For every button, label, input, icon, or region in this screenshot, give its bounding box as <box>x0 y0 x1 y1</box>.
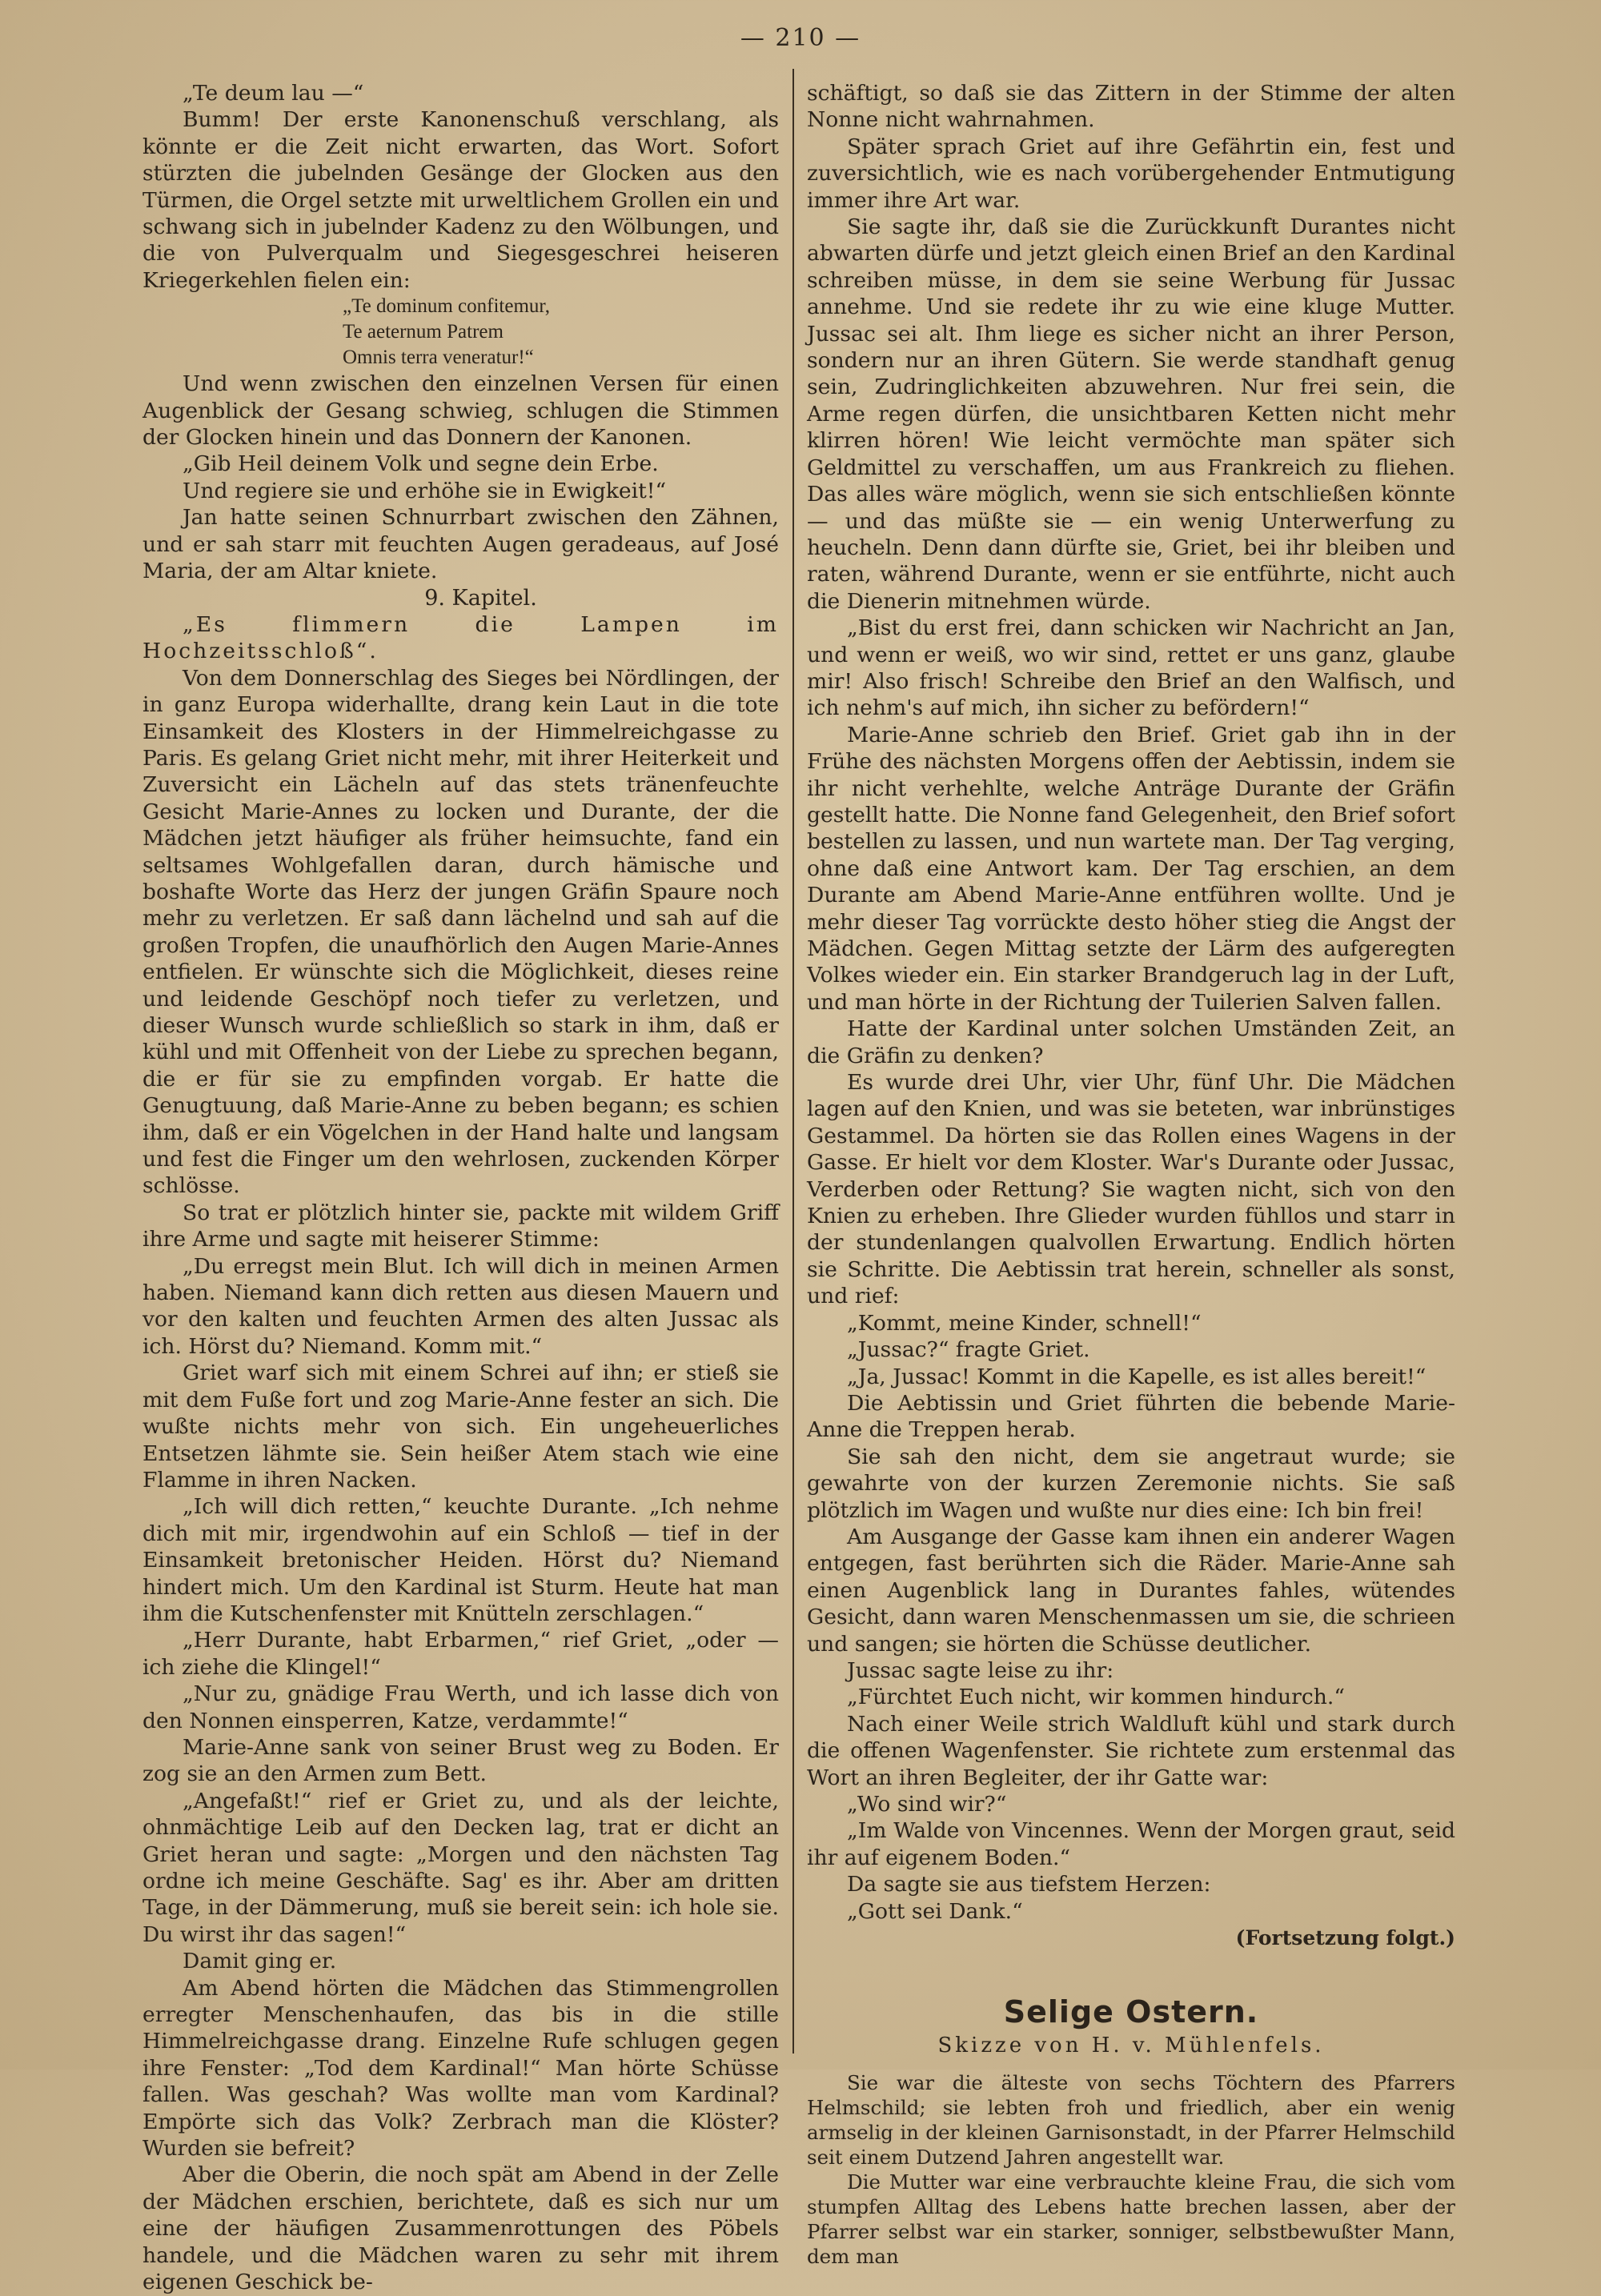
paragraph: Sie war die älteste von sechs Töchtern des Pfarrers Helmschild; sie lebten froh und friedlich, aber ein wenig armselig in der kleinen Garnisonstadt, in der Pfarrer Helmschild seit einem Dutzend Jahren angestellt war. <box>807 2071 1455 2170</box>
latin-verse-line: Te aeternum Patrem <box>343 321 504 343</box>
paragraph: „Jussac?“ fragte Griet. <box>847 1337 1090 1363</box>
paragraph: Und regiere sie und erhöhe sie in Ewigkeit!“ <box>183 478 667 503</box>
paragraph: Es wurde drei Uhr, vier Uhr, fünf Uhr. Die Mädchen lagen auf den Knien, und was sie beteten, war inbrünstiges Gestammel. Da hörten sie das Rollen eines Wagens in der Gasse. Er hielt vor dem Kloster. War's Durante oder Jussac, Verderben oder Rettung? Sie wagten nicht, sich von den Knien zu erheben. Ihre Glieder wurden fühllos und starr in der stundenlangen qualvollen Erwartung. Endlich hörten sie Schritte. Die Aebtissin trat herein, schneller als sonst, und rief: <box>807 1070 1455 1309</box>
story-byline: Skizze von H. v. Mühlenfels. <box>937 2033 1325 2058</box>
paragraph: Jussac sagte leise zu ihr: <box>847 1657 1114 1683</box>
paragraph: Bumm! Der erste Kanonenschuß verschlang, als könnte er die Zeit nicht erwarten, das Wort. Sofort stürzten die jubelnden Gesänge der Glocken aus den Türmen, die Orgel setzte mit urweltlichem Grollen ein und schwang sich in jubelnder Kadenz zu den Wölbungen, und die von Pulverqualm und Siegesgeschrei heiseren Kriegerkehlen fielen ein: <box>142 107 779 293</box>
paragraph: Die Aebtissin und Griet führten die bebende Marie-Anne die Treppen herab. <box>807 1390 1455 1443</box>
paragraph: Marie-Anne schrieb den Brief. Griet gab ihn in der Frühe des nächsten Morgens offen der Aebtissin, indem sie ihr nicht verhehlte, welche Anträge Durante der Gräfin gestellt hatte. Die Nonne fand Gelegenheit, den Brief sofort bestellen zu lassen, und nun wartete man. Der Tag verging, ohne daß eine Antwort kam. Der Tag erschien, an dem Durante am Abend Marie-Anne entführen wollte. Und je mehr dieser Tag vorrückte desto höher stieg die Angst der Mädchen. Gegen Mittag setzte der Lärm des aufgeregten Volkes wieder ein. Ein starker Brandgeruch lag in der Luft, und man hörte in der Richtung der Tuilerien Salven fallen. <box>807 722 1455 1015</box>
paragraph: Nach einer Weile strich Waldluft kühl und stark durch die offenen Wagenfenster. Sie richtete zum erstenmal das Wort an ihren Begleiter, der ihr Gatte war: <box>807 1711 1455 1790</box>
paragraph: Die Mutter war eine verbrauchte kleine Frau, die sich vom stumpfen Alltag des Lebens hatte brechen lassen, aber der Pfarrer selbst war ein starker, sonniger, selbstbewußter Mann, dem man <box>807 2170 1455 2269</box>
paragraph: „Fürchtet Euch nicht, wir kommen hindurch.“ <box>847 1685 1345 1710</box>
paragraph: Am Abend hörten die Mädchen das Stimmengrollen erregter Menschenhaufen, das bis in die stille Himmelreichgasse drang. Einzelne Rufe schlugen gegen ihre Fenster: „Tod dem Kardinal!“ Man hörte Schüsse fallen. Was geschah? Was wollte man vom Kardinal? Empörte sich das Volk? Zerbrach man die Klöster? Wurden sie befreit? <box>142 1975 779 2162</box>
column-divider <box>792 69 794 2054</box>
story-body <box>807 2070 1455 2269</box>
paragraph: „Herr Durante, habt Erbarmen,“ rief Griet, „oder — ich ziehe die Klingel!“ <box>142 1628 779 1680</box>
paragraph: „Gib Heil deinem Volk und segne dein Erbe. <box>183 451 659 477</box>
paragraph: Damit ging er. <box>183 1949 337 1974</box>
paragraph: Hatte der Kardinal unter solchen Umständen Zeit, an die Gräfin zu denken? <box>807 1016 1455 1068</box>
right-column <box>807 80 1455 2269</box>
paragraph: „Du erregst mein Blut. Ich will dich in meinen Armen haben. Niemand kann dich retten aus diesen Mauern und vor den kalten und feuchten Armen des alten Jussac als ich. Hörst du? Niemand. Komm mit.“ <box>142 1253 779 1359</box>
paragraph: Am Ausgange der Gasse kam ihnen ein anderer Wagen entgegen, fast berührten sich die Räder. Marie-Anne sah einen Augenblick lang in Durantes fahles, wütendes Gesicht, dann waren Menschenmassen um sie, die schrieen und sangen; sie hörten die Schüsse deutlicher. <box>807 1524 1455 1657</box>
paragraph: So trat er plötzlich hinter sie, packte mit wildem Griff ihre Arme und sagte mit heiserer Stimme: <box>142 1200 779 1252</box>
paragraph: „Bist du erst frei, dann schicken wir Nachricht an Jan, und wenn er weiß, wo wir sind, rettet er uns ganz, glaube mir! Also frisch! Schreibe den Brief an den Walfisch, und ich nehm's auf mich, ihn sicher zu befördern!“ <box>807 615 1455 721</box>
paragraph: Später sprach Griet auf ihre Gefährtin ein, fest und zuversichtlich, wie es nach vorübergehender Entmutigung immer ihre Art war. <box>807 134 1455 213</box>
left-column <box>142 80 779 2296</box>
paragraph: Griet warf sich mit einem Schrei auf ihn; er stieß sie mit dem Fuße fort und zog Marie-Anne fester an sich. Die wußte nichts mehr von sich. Ein ungeheuerliches Entsetzen lähmte sie. Sein heißer Atem stach wie eine Flamme in ihren Nacken. <box>142 1360 779 1493</box>
paragraph: Sie sagte ihr, daß sie die Zurückkunft Durantes nicht abwarten dürfe und jetzt gleich einen Brief an den Kardinal schreiben müsse, in dem sie seine Werbung für Jussac annehme. Und sie redete ihr zu wie eine kluge Mutter. Jussac sei alt. Ihm liege es sicher nicht an ihrer Person, sondern nur an ihren Gütern. Sie werde standhaft genug sein, Zudringlichkeiten abzuwehren. Nur frei sein, die Arme regen dürfen, die unsichtbaren Ketten nicht mehr klirren hören! Wie leicht vermöchte man später sich Geldmittel zu verschaffen, um aus Frankreich zu fliehen. Das alles wäre möglich, wenn sie sich entschließen könnte — und das müßte sie — ein wenig Unterwerfung zu heucheln. Denn dann dürfte sie, Griet, bei ihr bleiben und raten, während Durante, wenn er sie entführte, nicht auch die Dienerin mitnehmen würde. <box>807 214 1455 614</box>
paragraph: „Im Walde von Vincennes. Wenn der Morgen graut, seid ihr auf eigenem Boden.“ <box>807 1818 1455 1870</box>
paragraph: „Nur zu, gnädige Frau Werth, und ich lasse dich von den Nonnen einsperren, Katze, verdammte!“ <box>142 1681 779 1733</box>
paragraph: Aber die Oberin, die noch spät am Abend in der Zelle der Mädchen erschien, berichtete, daß es sich nur um eine der häufigen Zusammenrottungen des Pöbels handele, und die Mädchen waren zu sehr mit ihrem eigenen Geschick be- <box>142 2162 779 2295</box>
paragraph: schäftigt, so daß sie das Zittern in der Stimme der alten Nonne nicht wahrnahmen. <box>807 81 1455 133</box>
page-number: — 210 — <box>740 24 861 52</box>
paragraph: Jan hatte seinen Schnurrbart zwischen den Zähnen, und er sah starr mit feuchten Augen geradeaus, auf José Maria, der am Altar kniete. <box>142 505 779 584</box>
paragraph: „Ich will dich retten,“ keuchte Durante. „Ich nehme dich mit mir, irgendwohin auf ein Schloß — tief in der Einsamkeit bretonischer Heiden. Hörst du? Niemand hindert mich. Um den Kardinal ist Sturm. Heute hat man ihm die Kutschenfenster mit Knütteln zerschlagen.“ <box>142 1494 779 1626</box>
paragraph: „Wo sind wir?“ <box>847 1792 1007 1817</box>
paragraph: „Kommt, meine Kinder, schnell!“ <box>847 1310 1202 1336</box>
paragraph: Und wenn zwischen den einzelnen Versen für einen Augenblick der Gesang schwieg, schlugen die Stimmen der Glocken hinein und das Donnern der Kanonen. <box>142 371 779 451</box>
paragraph: „Angefaßt!“ rief er Griet zu, und als der leichte, ohnmächtige Leib auf den Decken lag, trat er dicht an Griet heran und sagte: „Morgen und den nächsten Tag ordne ich meine Geschäfte. Sag' es ihr. Aber am dritten Tage, in der Dämmerung, muß sie bereit sein: ich hole sie. Du wirst ihr das sagen!“ <box>142 1788 779 1947</box>
paragraph: Marie-Anne sank von seiner Brust weg zu Boden. Er zog sie an den Armen zum Bett. <box>142 1734 779 1787</box>
paragraph: Von dem Donnerschlag des Sieges bei Nördlingen, der in ganz Europa widerhallte, drang kein Laut in die tote Einsamkeit des Klosters in der Himmelreichgasse zu Paris. Es gelang Griet nicht mehr, mit ihrer Heiterkeit und Zuversicht ein Lächeln auf das stets tränenfeuchte Gesicht Marie-Annes zu locken und Durante, der die Mädchen jetzt häufiger als früher heimsuchte, fand ein seltsames Wohlgefallen daran, durch hämische und boshafte Worte das Herz der jungen Gräfin Spaure noch mehr zu verletzen. Er saß dann lächelnd und sah auf die großen Tropfen, die unaufhörlich den Augen Marie-Annes entfielen. Er wünschte sich die Möglichkeit, dieses reine und leidende Geschöpf noch tiefer zu verletzen, und dieser Wunsch wurde schließlich so stark in ihm, daß er kühl und mit Offenheit von der Liebe zu sprechen begann, die er für sie zu empfinden vorgab. Er hatte die Genugtuung, daß Marie-Anne zu beben begann; es schien ihm, daß er ein Vögelchen in der Hand halte und langsam und fest die Finger um den wehrlosen, zuckenden Körper schlösse. <box>142 665 779 1199</box>
chapter-heading: 9. Kapitel. <box>424 585 537 611</box>
paragraph: „Ja, Jussac! Kommt in die Kapelle, es ist alles bereit!“ <box>847 1364 1426 1389</box>
paragraph: Da sagte sie aus tiefstem Herzen: <box>847 1872 1211 1897</box>
story-title: Selige Ostern. <box>1003 1994 1259 2030</box>
paragraph: „Gott sei Dank.“ <box>847 1898 1023 1924</box>
paragraph: Sie sah den nicht, dem sie angetraut wurde; sie gewahrte von der kurzen Zeremonie nichts. Sie saß plötzlich im Wagen und wußte nur dies eine: Ich bin frei! <box>807 1444 1455 1523</box>
continuation-note: (Fortsetzung folgt.) <box>1235 1926 1455 1950</box>
latin-verse-line: „Te dominum confitemur, <box>343 295 550 318</box>
paragraph: „Te deum lau —“ <box>183 81 364 106</box>
chapter-title: „Es flimmern die Lampen im Hochzeitsschloß“. <box>142 611 779 664</box>
latin-verse-line: Omnis terra veneratur!“ <box>343 347 534 369</box>
